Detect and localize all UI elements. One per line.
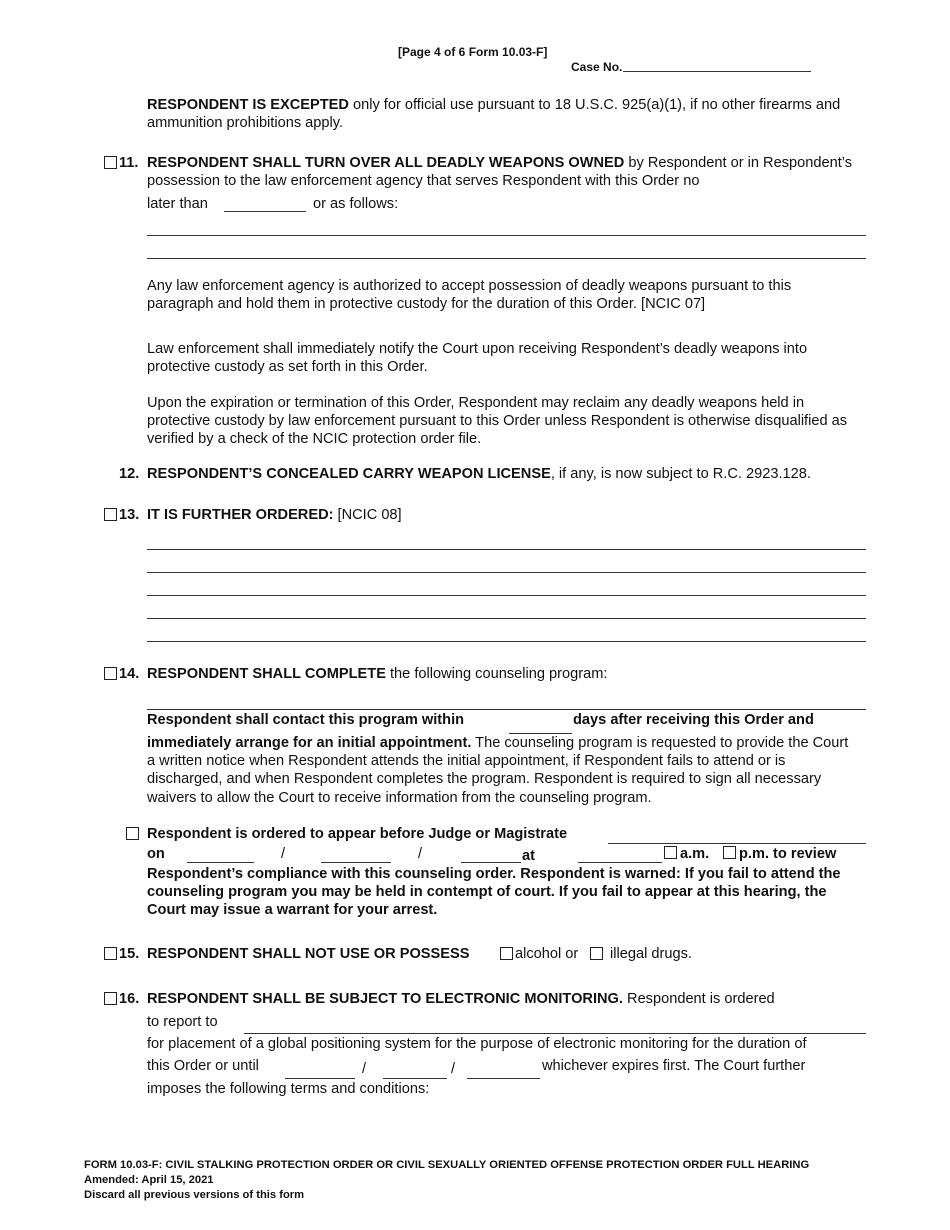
further-ordered-line-5[interactable]: [147, 641, 866, 642]
item-13-number: 13.: [119, 507, 140, 523]
alcohol-label: alcohol or: [515, 946, 579, 962]
appear-label: Respondent is ordered to appear before Judge or Magistrate: [147, 826, 568, 842]
item-16-number: 16.: [119, 991, 140, 1007]
item-15-checkbox[interactable]: [104, 947, 117, 960]
item-13-checkbox[interactable]: [104, 508, 117, 521]
further-ordered-line-3[interactable]: [147, 595, 866, 596]
item-16-checkbox[interactable]: [104, 992, 117, 1005]
report-to-field[interactable]: [244, 1033, 866, 1034]
alcohol-checkbox[interactable]: [500, 947, 513, 960]
case-no-field[interactable]: [623, 71, 811, 72]
am-checkbox[interactable]: [664, 846, 677, 859]
footer-form-title: FORM 10.03-F: CIVIL STALKING PROTECTION ORDER OR CIVIL SEXUALLY ORIENTED OFFENSE PROTECTION ORDER FULL HEARING: [84, 1159, 810, 1171]
or-as-follows-label: or as follows:: [313, 196, 399, 212]
item-14-number: 14.: [119, 666, 140, 682]
on-label: on: [147, 846, 165, 862]
pm-checkbox[interactable]: [723, 846, 736, 859]
until-year-field[interactable]: [467, 1078, 540, 1079]
illegal-drugs-label: illegal drugs.: [610, 946, 692, 962]
item-11-para-2: Law enforcement shall immediately notify the Court upon receiving Respondent’s deadly weapons into protective custody as set forth in this Order.: [147, 341, 808, 376]
report-to-label: to report to: [147, 1014, 218, 1030]
contact-within-label: Respondent shall contact this program within: [147, 712, 465, 728]
until-slash-2: /: [451, 1061, 456, 1077]
date-slash-2: /: [418, 846, 423, 862]
counseling-program-field[interactable]: [147, 709, 866, 710]
item-11-checkbox[interactable]: [104, 156, 117, 169]
item-14-text: RESPONDENT SHALL COMPLETE the following counseling program:: [147, 666, 608, 682]
at-label: at: [522, 848, 535, 864]
footer-discard: Discard all previous versions of this form: [84, 1189, 305, 1201]
counseling-description: immediately arrange for an initial appointment. The counseling program is requested to provide the Court a written notice when Respondent attends the initial appointment, if Respondent fails to attend or is discharged, and when Respondent completes the program. Respondent is required to sign all necessary waivers to allow the Court to receive information from the counseling program.: [147, 735, 849, 806]
judge-magistrate-field[interactable]: [608, 843, 866, 844]
item-11-para-3: Upon the expiration or termination of this Order, Respondent may reclaim any deadly weapons held in protective custody by law enforcement pursuant to this Order unless Respondent is otherwise disqualified as verified by a check of the NCIC protection order file.: [147, 395, 848, 448]
pm-label: p.m. to review: [739, 846, 837, 862]
hearing-year-field[interactable]: [461, 862, 521, 863]
turnover-line-2[interactable]: [147, 258, 866, 259]
illegal-drugs-checkbox[interactable]: [590, 947, 603, 960]
item-11-para-1: Any law enforcement agency is authorized to accept possession of deadly weapons pursuant to this paragraph and hold them in protective custody for the duration of this Order. [NCIC 07]: [147, 278, 792, 313]
further-ordered-line-2[interactable]: [147, 572, 866, 573]
placement-text: for placement of a global positioning system for the purpose of electronic monitoring for the duration of: [147, 1036, 807, 1052]
until-label: this Order or until: [147, 1058, 259, 1074]
item-12-number: 12.: [119, 466, 140, 482]
later-than-field[interactable]: [224, 211, 306, 212]
case-no-label: Case No.: [571, 60, 623, 74]
further-ordered-line-4[interactable]: [147, 618, 866, 619]
until-day-field[interactable]: [383, 1078, 447, 1079]
further-ordered-line-1[interactable]: [147, 549, 866, 550]
item-15-number: 15.: [119, 946, 140, 962]
turnover-line-1[interactable]: [147, 235, 866, 236]
date-slash-1: /: [281, 846, 286, 862]
item-11-text: RESPONDENT SHALL TURN OVER ALL DEADLY WEAPONS OWNED by Respondent or in Respondent’s possession to the law enforcement agency that serves Respondent with this Order no: [147, 155, 853, 190]
item-16-text: RESPONDENT SHALL BE SUBJECT TO ELECTRONIC MONITORING. Respondent is ordered: [147, 991, 775, 1007]
item-12-text: RESPONDENT’S CONCEALED CARRY WEAPON LICENSE, if any, is now subject to R.C. 2923.128.: [147, 466, 811, 482]
imposes-text: imposes the following terms and conditions:: [147, 1081, 430, 1097]
later-than-label: later than: [147, 196, 208, 212]
footer-amended: Amended: April 15, 2021: [84, 1174, 214, 1186]
hearing-time-field[interactable]: [578, 862, 662, 863]
until-month-field[interactable]: [285, 1078, 355, 1079]
whichever-text: whichever expires first. The Court further: [542, 1058, 806, 1074]
page-label: [Page 4 of 6 Form 10.03-F]: [398, 45, 548, 59]
until-slash-1: /: [362, 1061, 367, 1077]
item-15-title: RESPONDENT SHALL NOT USE OR POSSESS: [147, 946, 470, 962]
am-label: a.m.: [680, 846, 710, 862]
item-14-checkbox[interactable]: [104, 667, 117, 680]
respondent-excepted-text: RESPONDENT IS EXCEPTED only for official use pursuant to 18 U.S.C. 925(a)(1), if no other firearms and ammunition prohibitions apply.: [147, 97, 841, 132]
appear-checkbox[interactable]: [126, 827, 139, 840]
hearing-month-field[interactable]: [187, 862, 254, 863]
item-11-number: 11.: [119, 155, 139, 171]
contempt-warning: Respondent’s compliance with this counseling order. Respondent is warned: If you fail to attend the counseling program you may be held in contempt of court. If you fail to appear at this hearing, the Court may issue a warrant for your arrest.: [147, 866, 841, 919]
days-after-label: days after receiving this Order and: [573, 712, 814, 728]
hearing-day-field[interactable]: [321, 862, 391, 863]
item-13-text: IT IS FURTHER ORDERED: [NCIC 08]: [147, 507, 402, 523]
